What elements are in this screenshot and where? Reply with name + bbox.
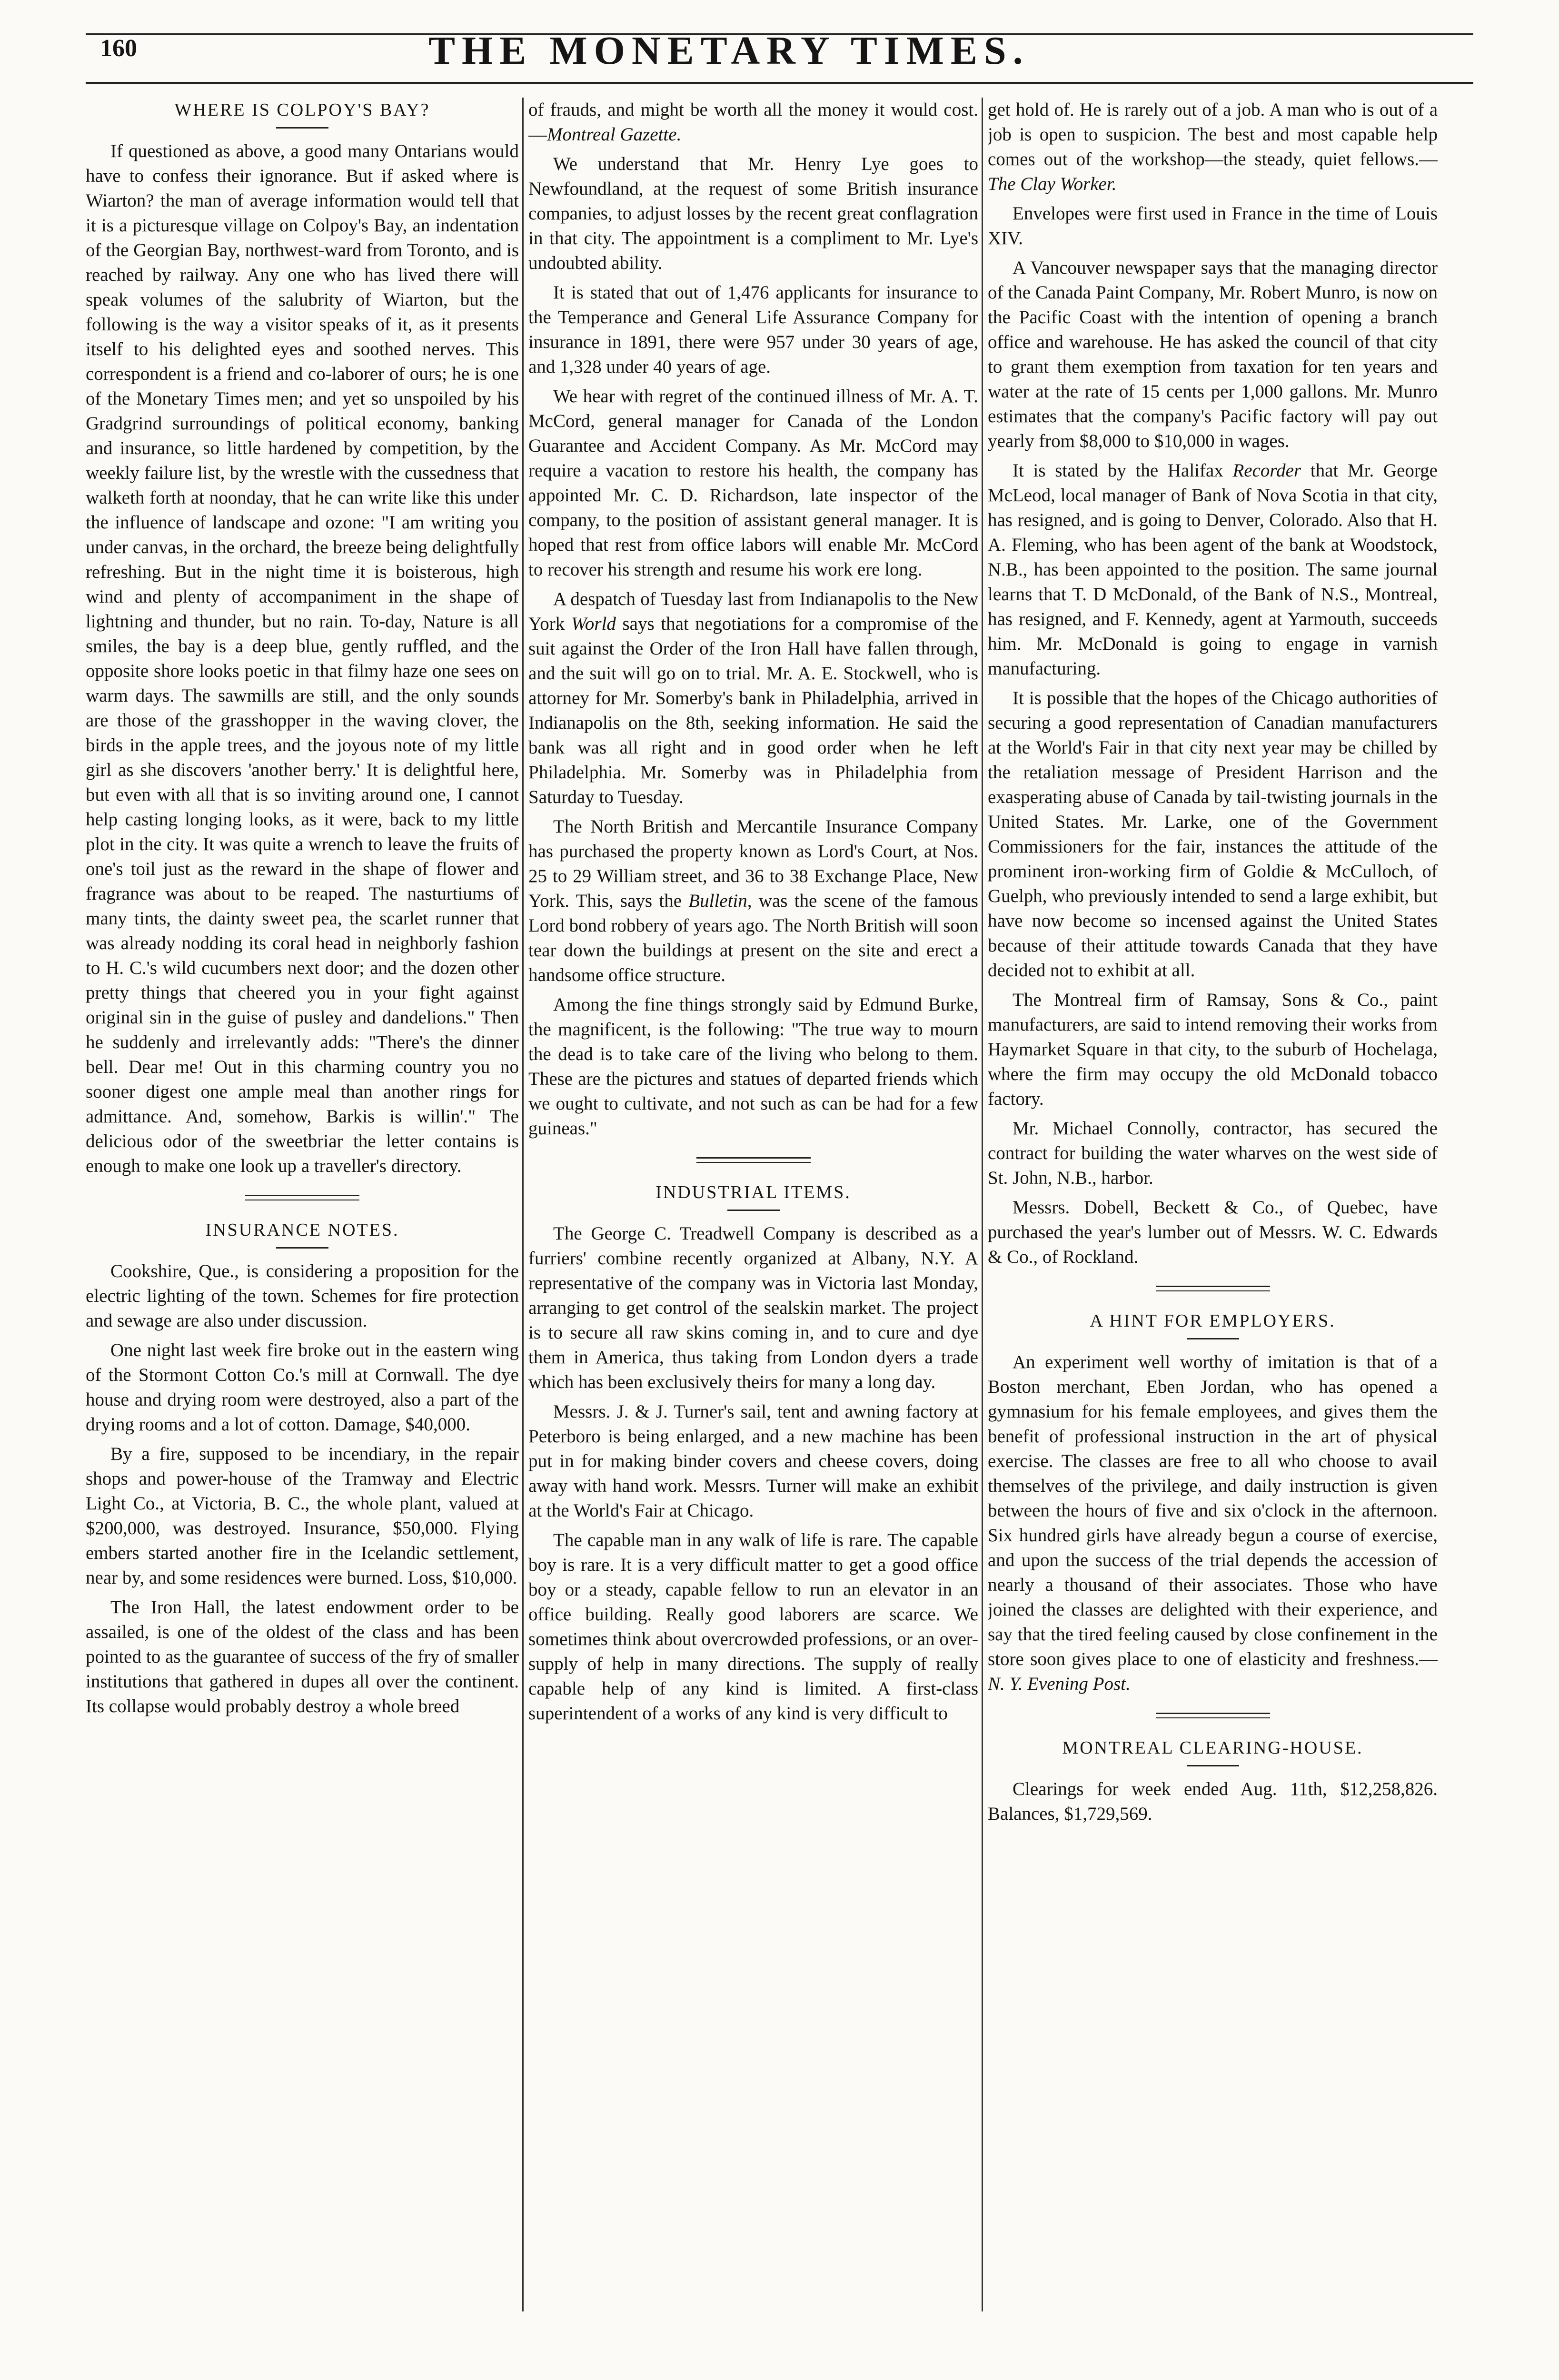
text-run: It is stated by the Halifax: [1013, 460, 1233, 481]
text-run: The North British and Mercantile Insurance Company has purchased the property known as Lord's Court, at Nos. 25 to 29 William street, and 36 to 38 Exchange Place, New York. This, says the: [528, 816, 978, 911]
article-heading: WHERE IS COLPOY'S BAY?: [174, 100, 430, 120]
article-paragraph: Mr. Michael Connolly, contractor, has secured the contract for building the water wharves on the west side of St. John, N.B., harbor.: [988, 1118, 1438, 1188]
article-paragraph: [528, 814, 978, 988]
article-paragraph: Messrs. Dobell, Beckett & Co., of Quebec, have purchased the year's lumber out of Messrs. W. C. Edwards & Co., of Rockland.: [988, 1197, 1438, 1267]
source-citation: The Clay Worker.: [988, 174, 1117, 194]
masthead-rule: [86, 82, 1473, 84]
section-heading: A HINT FOR EMPLOYERS.: [1090, 1311, 1336, 1331]
section-heading: INSURANCE NOTES.: [205, 1220, 399, 1240]
italic-title: Recorder: [1232, 460, 1301, 481]
italic-title: World: [571, 614, 616, 634]
text-run: An experiment well worthy of imitation is that of a Boston merchant, Eben Jordan, who has opened a gymnasium for his female employees, and gives them the benefit of professional instruction in the art of physical exercise. The classes are free to all who choose to avail themselves of the privilege, and daily instruction is given between the hours of five and six o'clock in the afternoon. Six hundred girls have already begun a course of exercise, and upon the success of the trial depends the accession of nearly a thousand of their associates. Those who have joined the classes are delighted with their experience, and say that the tired feeling caused by close confinement in the store soon gives place to one of elasticity and freshness.—: [988, 1352, 1438, 1669]
article-paragraph: Cookshire, Que., is considering a proposition for the electric lighting of the town. Schemes for fire protection and sewage are also under discussion.: [86, 1261, 519, 1331]
article-paragraph: Envelopes were first used in France in the time of Louis XIV.: [988, 203, 1438, 248]
article-paragraph: Messrs. J. & J. Turner's sail, tent and awning factory at Peterboro is being enlarged, and a new machine has been put in for making binder covers and cheese covers, doing away with hand work. Messrs. Turner will make an exhibit at the World's Fair at Chicago.: [528, 1401, 978, 1521]
article-paragraph: [988, 98, 1438, 197]
article-paragraph: If questioned as above, a good many Ontarians would have to confess their ignorance. But if asked where is Wiarton? the man of average information would tell that it is a picturesque village on Colpoy's Bay, an indentation of the Georgian Bay, northwest-ward from Toronto, and is reached by railway. Any one who has lived there will speak volumes of the salubrity of Wiarton, but the following is the way a visitor speaks of it, as it presents itself to his delighted eyes and soothed nerves. This correspondent is a friend and co-laborer of ours; he is one of the Monetary Times men; and yet so unspoiled by his Gradgrind surroundings of political economy, banking and insurance, so little hardened by competition, by the weekly failure list, by the wrestle with the cussedness that walketh forth at noonday, that he can write like this under the influence of landscape and ozone: "I am writing you under canvas, in the orchard, the breeze being delightfully refreshing. But in the night time it is boisterous, high wind and plenty of accompaniment in the shape of lightning and thunder, but no rain. To-day, Nature is all smiles, the bay is a deep blue, gently ruffled, and the opposite shore looks poetic in that filmy haze one sees on warm days. The sawmills are still, and the only sounds are those of the grasshopper in the waving clover, the birds in the apple trees, and the joyous note of my little girl as she discovers 'another berry.' It is delightful here, but even with all that is so inviting around one, I cannot help casting longing looks, as it were, back to my little plot in the city. It was quite a wrench to leave the fruits of one's toil just as the reward in the shape of flower and fragrance was about to be reaped. The nasturtiums of many tints, the dainty sweet pea, the scarlet runner that was already nodding its coral head in neighborly fashion to H. C.'s wild cucumbers next door; and the dozen other pretty things that cheered you in your fight against original sin in the guise of pusley and dandelions." Then he suddenly and irrelevantly adds: "There's the dinner bell. Dear me! Out in this charming country you no sooner digest one ample meal than another rings for admittance. And, somehow, Barkis is willin'." The delicious odor of the sweetbriar the letter contains is enough to make one look up a traveller's directory.: [86, 141, 519, 1176]
column-1: [86, 98, 519, 2311]
short-rule: [1187, 1765, 1239, 1766]
text-run: , was the scene of the famous Lord bond robbery of years ago. The North British will soon tear down the buildings at present on the site and erect a handsome office structure.: [528, 891, 978, 985]
article-paragraph: The capable man in any walk of life is rare. The capable boy is rare. It is a very difficult matter to get a good office boy or a steady, capable fellow to run an elevator in an office building. Really good laborers are scarce. We sometimes think about overcrowded professions, or an over-supply of help in many directions. The supply of really capable help of any kind is limited. A first-class superintendent of a works of any kind is very difficult to: [528, 1530, 978, 1724]
short-rule: [727, 1210, 780, 1211]
text-run: A despatch of Tuesday last from Indianapolis to the New York: [528, 589, 978, 634]
article-paragraph: We hear with regret of the continued illness of Mr. A. T. McCord, general manager for Canada of the London Guarantee and Accident Company. As Mr. McCord may require a vacation to restore his health, the company has appointed Mr. C. D. Richardson, late inspector of the company, to the position of assistant general manager. It is hoped that rest from office labors will enable Mr. McCord to recover his strength and resume his work ere long.: [528, 386, 978, 580]
article-paragraph: One night last week fire broke out in the eastern wing of the Stormont Cotton Co.'s mill at Cornwall. The dye house and drying room were destroyed, also a part of the drying rooms and a lot of cotton. Damage, $40,000.: [86, 1340, 519, 1435]
short-rule: [276, 127, 328, 129]
article-paragraph: [988, 1350, 1438, 1696]
short-rule: [1187, 1338, 1239, 1339]
text-run: of frauds, and might be worth all the money it would cost.—: [528, 99, 978, 145]
article-paragraph: We understand that Mr. Henry Lye goes to Newfoundland, at the request of some British insurance companies, to adjust losses by the recent great conflagration in that city. The appointment is a compliment to Mr. Lye's undoubted ability.: [528, 154, 978, 273]
double-rule: [245, 1195, 359, 1200]
column-3: [988, 98, 1438, 2311]
column-divider: [982, 98, 983, 2311]
article-paragraph: It is possible that the hopes of the Chicago authorities of securing a good representation of Canadian manufacturers at the World's Fair in that city next year may be chilled by the retaliation message of President Harrison and the exasperating abuse of Canada by tail-twisting journals in the United States. Mr. Larke, one of the Government Commissioners for the fair, instances the attitude of the prominent iron-working firm of Goldie & McCulloch, of Guelph, who previously intended to send a large exhibit, but have now become so incensed against the United States because of their attitude towards Canada that they have decided not to exhibit at all.: [988, 688, 1438, 981]
section-heading: MONTREAL CLEARING-HOUSE.: [1062, 1738, 1363, 1758]
column-divider: [522, 98, 524, 2311]
text-run: that Mr. George McLeod, local manager of Bank of Nova Scotia in that city, has resigned, and is going to Denver, Colorado. Also that H. A. Fleming, who has been agent of the bank at Woodstock, N.B., has been appointed to the position. The same journal learns that T. D McDonald, of the Bank of N.S., Montreal, has resigned, and F. Kennedy, agent at Yarmouth, succeeds him. Mr. McDonald is going to engage in varnish manufacturing.: [988, 460, 1438, 679]
article-paragraph: The Montreal firm of Ramsay, Sons & Co., paint manufacturers, are said to intend removing their works from Haymarket Square in that city, to the suburb of Hochelaga, where the firm may occupy the old McDonald tobacco factory.: [988, 990, 1438, 1109]
article-paragraph: Clearings for week ended Aug. 11th, $12,258,826. Balances, $1,729,569.: [988, 1779, 1438, 1824]
italic-title: Bulletin: [688, 891, 747, 911]
source-citation: N. Y. Evening Post.: [988, 1674, 1131, 1694]
article-paragraph: Among the fine things strongly said by Edmund Burke, the magnificent, is the following: "The true way to mourn the dead is to take care of the living who belong to them. These are the pictures and statues of departed friends which we ought to cultivate, and not such as can be had for a few guineas.": [528, 994, 978, 1139]
page-number: 160: [100, 35, 137, 62]
article-paragraph: A Vancouver newspaper says that the managing director of the Canada Paint Company, Mr. Robert Munro, is now on the Pacific Coast with the intention of opening a branch office and warehouse. He has asked the council of that city to grant them exemption from taxation for ten years and water at the rate of 15 cents per 1,000 gallons. Mr. Munro estimates that the company's Pacific factory will pay out yearly from $8,000 to $10,000 in wages.: [988, 258, 1438, 451]
masthead-title: THE MONETARY TIMES.: [428, 29, 1030, 73]
column-2: [528, 98, 978, 2311]
double-rule: [1156, 1286, 1270, 1291]
double-rule: [696, 1157, 811, 1163]
article-paragraph: The George C. Treadwell Company is described as a furriers' combine recently organized at Albany, N.Y. A representative of the company was in Victoria last Monday, arranging to get control of the sealskin market. The project is to secure all raw skins coming in, and to cure and dye them in America, thus taking from London dyers a trade which has been exclusively theirs for many a long day.: [528, 1223, 978, 1392]
source-citation: Montreal Gazette.: [547, 124, 682, 145]
article-paragraph: The Iron Hall, the latest endowment order to be assailed, is one of the oldest of the class and has been pointed to as the guarantee of success of the fry of smaller institutions that gathered in dupes all over the continent. Its collapse would probably destroy a whole breed: [86, 1597, 519, 1716]
article-paragraph: By a fire, supposed to be incendiary, in the repair shops and power-house of the Tramway and Electric Light Co., at Victoria, B. C., the whole plant, valued at $200,000, was destroyed. Insurance, $50,000. Flying embers started another fire in the Icelandic settlement, near by, and some residences were burned. Loss, $10,000.: [86, 1444, 519, 1588]
article-paragraph: [988, 458, 1438, 681]
article-paragraph: [528, 587, 978, 810]
article-paragraph: It is stated that out of 1,476 applicants for insurance to the Temperance and General Life Assurance Company for insurance in 1891, there were 957 under 30 years of age, and 1,328 under 40 years of age.: [528, 282, 978, 377]
section-heading: INDUSTRIAL ITEMS.: [655, 1182, 851, 1202]
text-run: says that negotiations for a compromise of the suit against the Order of the Iron Hall have fallen through, and the suit will go on to trial. Mr. A. E. Stockwell, who is attorney for Mr. Somerby's bank in Philadelphia, arrived in Indianapolis on the 8th, seeking information. He said the bank was all right and in good order when he left Philadelphia. Mr. Somerby was in Philadelphia from Saturday to Tuesday.: [528, 614, 978, 807]
short-rule: [276, 1247, 328, 1249]
article-paragraph: [528, 98, 978, 147]
double-rule: [1156, 1713, 1270, 1718]
text-run: get hold of. He is rarely out of a job. A man who is out of a job is open to suspicion. The best and most capable help comes out of the workshop—the steady, quiet fellows.—: [988, 99, 1438, 169]
